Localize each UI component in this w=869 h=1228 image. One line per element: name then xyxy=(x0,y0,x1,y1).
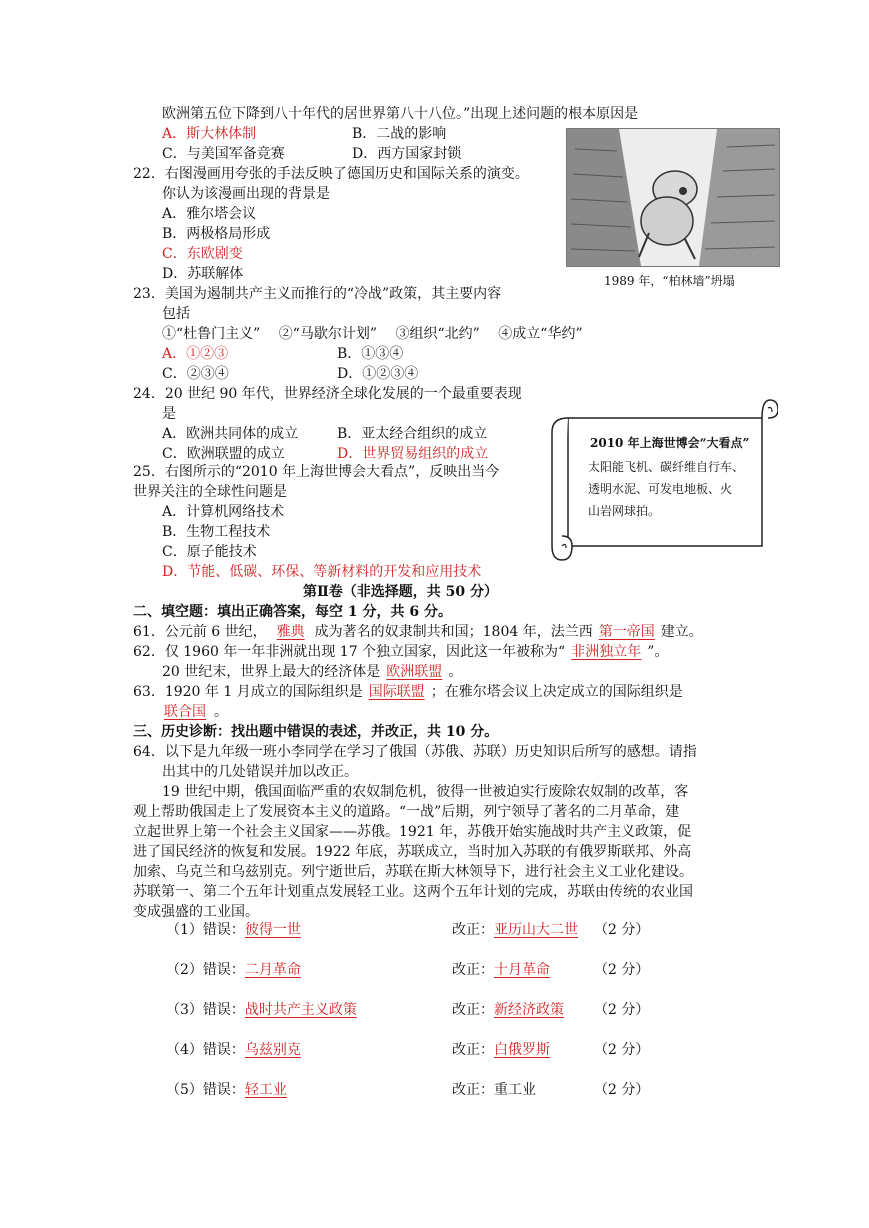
q24-option-b: B．亚太经合组织的成立 xyxy=(337,426,488,442)
fix-label: 改正： xyxy=(452,962,494,978)
q61-text-a: 61．公元前 6 世纪， xyxy=(133,624,267,640)
q62-text-a: 62．仅 1960 年一年非洲就出现 17 个独立国家，因此这一年被称为“ xyxy=(133,644,566,660)
q62-text-e: 20 世纪末，世界上最大的经济体是 xyxy=(162,664,381,680)
q21-option-d: D．西方国家封锁 xyxy=(352,146,462,162)
q62-line2 xyxy=(162,662,462,682)
q61-answer-1: 雅典 xyxy=(276,624,305,640)
scroll-title: 2010 年上海世博会“大看点” xyxy=(590,436,750,450)
q61-answer-2: 第一帝国 xyxy=(598,624,655,640)
q62-line1 xyxy=(133,642,668,662)
fix-answer: 亚历山大二世 xyxy=(494,922,578,938)
q24-stem-line2: 是 xyxy=(162,406,176,422)
q61-text-c: 成为著名的奴隶制共和国；1804 年，法兰西 xyxy=(314,624,593,640)
row-number: （4） xyxy=(166,1042,203,1058)
row-number: （3） xyxy=(166,1002,203,1018)
q62-answer-1: 非洲独立年 xyxy=(571,644,642,660)
q63-answer-1: 国际联盟 xyxy=(368,684,425,700)
error-label: 错误： xyxy=(202,1082,245,1098)
row-score: （2 分） xyxy=(594,1002,650,1018)
row-score: （2 分） xyxy=(594,922,650,938)
fix-answer: 白俄罗斯 xyxy=(494,1042,550,1058)
q23-stem-line1: 23．美国为遏制共产主义而推行的“冷战”政策，其主要内容 xyxy=(133,286,502,302)
fix-answer: 重工业 xyxy=(494,1082,536,1098)
q64-stem-line1: 64．以下是九年级一班小李同学在学习了俄国（苏俄、苏联）历史知识后所写的感想。请指 xyxy=(133,744,697,760)
q22-stem-line2: 你认为该漫画出现的背景是 xyxy=(162,186,330,202)
q24-option-d: D．世界贸易组织的成立 xyxy=(337,446,489,462)
q23-option-b: B．①③④ xyxy=(337,346,404,362)
q25-option-c: C．原子能技术 xyxy=(162,544,257,560)
q23-option-a: A．①②③ xyxy=(162,346,229,362)
q23-option-d: D．①②③④ xyxy=(337,366,419,382)
fix-label: 改正： xyxy=(452,1042,494,1058)
q62-text-c: ”。 xyxy=(647,644,669,660)
q21-option-c: C．与美国军备竞赛 xyxy=(162,146,285,162)
q22-option-b: B．两极格局形成 xyxy=(162,226,271,242)
q63-text-a: 63．1920 年 1 月成立的国际组织是 xyxy=(133,684,363,700)
q25-option-d: D．节能、低碳、环保、等新材料的开发和应用技术 xyxy=(162,564,482,580)
q22-stem-line1: 22．右图漫画用夸张的手法反映了德国历史和国际关系的演变。 xyxy=(133,166,529,182)
error-label: 错误： xyxy=(202,1002,245,1018)
q22-option-a: A．雅尔塔会议 xyxy=(162,206,257,222)
error-label: 错误： xyxy=(202,962,245,978)
passage-line7: 变成强盛的工业国。 xyxy=(133,904,259,920)
q25-stem-line1: 25．右图所示的“2010 年上海世博会大看点”，反映出当今 xyxy=(133,464,500,480)
q63-answer-2: 联合国 xyxy=(164,704,206,720)
berlin-wall-cartoon xyxy=(566,128,780,267)
passage-line1: 19 世纪中期，俄国面临严重的农奴制危机，彼得一世被迫实行废除农奴制的改革，客 xyxy=(162,784,689,800)
fix-label: 改正： xyxy=(452,1002,494,1018)
q23-stem-line2: 包括 xyxy=(162,306,190,322)
q63-line2 xyxy=(162,702,228,722)
fix-label: 改正： xyxy=(452,922,494,938)
q63-line1 xyxy=(133,682,683,702)
q62-text-f: 。 xyxy=(448,664,463,680)
fix-label: 改正： xyxy=(452,1082,494,1098)
scroll-line1: 太阳能飞机、碳纤维自行车、 xyxy=(588,460,745,474)
q21-option-b: B．二战的影响 xyxy=(352,126,447,142)
row-score: （2 分） xyxy=(594,1082,650,1098)
passage-line4: 进了国民经济的恢复和发展。1922 年底，苏联成立，当时加入苏联的有俄罗斯联邦、外高 xyxy=(133,844,692,860)
section2-title: 二、填空题：填出正确答案，每空 1 分，共 6 分。 xyxy=(133,604,452,620)
part2-title: 第Ⅱ卷（非选择题，共 50 分） xyxy=(303,584,499,600)
q24-option-a: A．欧洲共同体的成立 xyxy=(162,426,299,442)
q63-text-d: 。 xyxy=(214,704,228,720)
row-score: （2 分） xyxy=(594,1042,650,1058)
error-label: 错误： xyxy=(202,1042,245,1058)
passage-line5: 加索、乌克兰和乌兹别克。列宁逝世后，苏联在斯大林领导下，进行社会主义工业化建设。 xyxy=(133,864,693,880)
q61-text-d: 建立。 xyxy=(660,624,703,640)
row-number: （5） xyxy=(166,1082,203,1098)
fix-answer: 新经济政策 xyxy=(494,1002,564,1018)
row-score: （2 分） xyxy=(594,962,650,978)
q23-option-c: C．②③④ xyxy=(162,366,229,382)
q64-stem-line2: 出其中的几处错误并加以改正。 xyxy=(162,764,358,780)
q21-stem: 欧洲第五位下降到八十年代的居世界第八十八位。”出现上述问题的根本原因是 xyxy=(162,106,639,122)
cartoon-caption: 1989 年，“柏林墙”坍塌 xyxy=(604,274,735,288)
q63-text-c: ；在雅尔塔会议上决定成立的国际组织是 xyxy=(430,684,683,700)
q21-option-a: A．斯大林体制 xyxy=(162,126,257,142)
q23-items: ①“杜鲁门主义” ②“马歇尔计划” ③组织“北约” ④成立“华约” xyxy=(162,326,583,342)
section3-title: 三、历史诊断：找出题中错误的表述，并改正，共 10 分。 xyxy=(133,724,499,740)
q25-stem-line2: 世界关注的全球性问题是 xyxy=(133,484,287,500)
q22-option-c: C．东欧剧变 xyxy=(162,246,243,262)
q22-option-d: D．苏联解体 xyxy=(162,266,244,282)
error-answer: 战时共产主义政策 xyxy=(244,1002,357,1018)
error-answer: 二月革命 xyxy=(244,962,301,978)
error-label: 错误： xyxy=(202,922,245,938)
q24-stem-line1: 24．20 世纪 90 年代，世界经济全球化发展的一个最重要表现 xyxy=(133,386,522,402)
q25-option-a: A．计算机网络技术 xyxy=(162,504,285,520)
error-answer: 乌兹别克 xyxy=(244,1042,301,1058)
q25-option-b: B．生物工程技术 xyxy=(162,524,271,540)
passage-line3: 立起世界上第一个社会主义国家——苏俄。1921 年，苏俄开始实施战时共产主义政策，促 xyxy=(133,824,692,840)
q61-line xyxy=(133,622,703,642)
error-answer: 轻工业 xyxy=(244,1082,287,1098)
row-number: （2） xyxy=(166,962,203,978)
passage-line6: 苏联第一、第二个五年计划重点发展轻工业。这两个五年计划的完成，苏联由传统的农业国 xyxy=(133,884,693,900)
row-number: （1） xyxy=(166,922,203,938)
passage-line2: 观上帮助俄国走上了发展资本主义的道路。“一战”后期，列宁领导了著名的二月革命，建 xyxy=(133,804,680,820)
scroll-line3: 山岩网球拍。 xyxy=(588,504,661,518)
error-answer: 彼得一世 xyxy=(244,922,301,938)
q24-option-c: C．欧洲联盟的成立 xyxy=(162,446,285,462)
fix-answer: 十月革命 xyxy=(494,962,550,978)
q62-answer-2: 欧洲联盟 xyxy=(386,664,443,680)
scroll-line2: 透明水泥、可发电地板、火 xyxy=(588,482,733,496)
